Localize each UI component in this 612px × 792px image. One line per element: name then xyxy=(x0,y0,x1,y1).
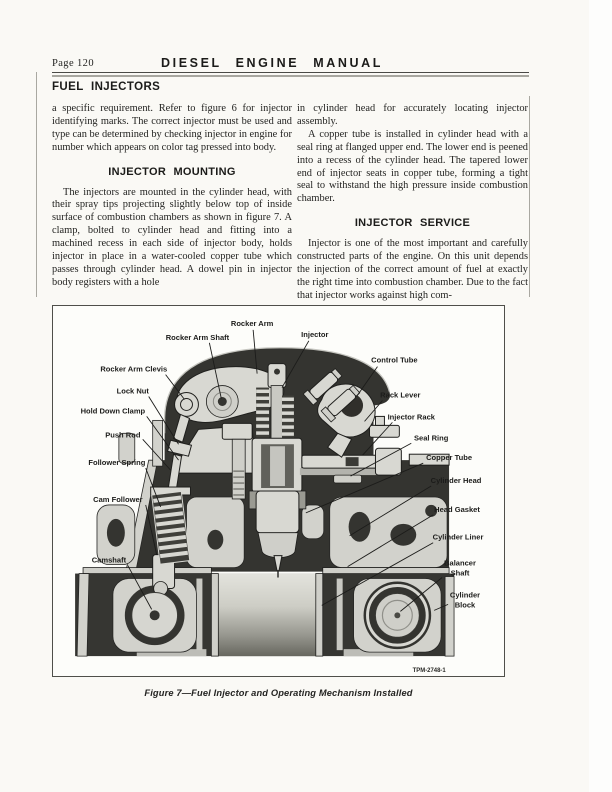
head-gasket-strip xyxy=(83,568,211,574)
header-rule xyxy=(52,72,529,78)
heading-injector-mounting: INJECTOR MOUNTING xyxy=(108,165,236,178)
left-column xyxy=(52,103,292,290)
label-rocker-arm: Rocker Arm xyxy=(230,318,274,328)
scan-artifact-line-right xyxy=(529,96,530,297)
label-injector-rack: Injector Rack xyxy=(387,412,435,422)
cylinder-liner-wall xyxy=(211,574,218,657)
cylinder-bore xyxy=(218,574,315,657)
injector-follower-shape xyxy=(271,386,283,441)
label-seal-ring: Seal Ring xyxy=(413,433,449,443)
seal-ring-shape xyxy=(334,475,362,483)
label-balancer-shaft-line1: Balancer xyxy=(444,558,476,568)
figure-7-diagram xyxy=(52,305,505,677)
label-camshaft: Camshaft xyxy=(91,555,127,565)
manual-title: DIESEL ENGINE MANUAL xyxy=(161,56,383,70)
label-cylinder-head: Cylinder Head xyxy=(430,476,482,486)
label-head-gasket: Head Gasket xyxy=(434,504,480,514)
scan-artifact-line-left xyxy=(36,72,37,297)
right-column xyxy=(297,103,528,303)
scanned-page-edge xyxy=(589,0,612,792)
label-lock-nut: Lock Nut xyxy=(116,386,149,396)
paragraph-copper-tube: A copper tube is installed in cylinder head with a seal ring at flanged upper end. The lower end is peened into a recess of the cylinder head. The tapered lower end of injector seats in copper tube, forming a tight seal to withstand the high pressure inside combustion chamber. xyxy=(297,128,528,205)
label-rocker-arm-shaft: Rocker Arm Shaft xyxy=(165,332,230,342)
paragraph-identifying-marks: a specific requirement. Refer to figure 6 for injector identifying marks. The correct injector must be used and type can be determined by checking injector in engine for number which appears on color tag pressed into body. xyxy=(52,103,292,153)
figure-caption: Figure 7—Fuel Injector and Operating Mechanism Installed xyxy=(144,688,413,698)
label-cylinder-block-line1: Cylinder xyxy=(449,590,481,600)
engine-cross-section-illustration xyxy=(53,306,504,676)
rocker-arm-clevis-shape xyxy=(175,393,199,417)
label-push-rod: Push Rod xyxy=(105,430,141,440)
label-cam-follower: Cam Follower xyxy=(93,494,143,504)
label-control-tube: Control Tube xyxy=(371,355,418,365)
label-hold-down-clamp: Hold Down Clamp xyxy=(80,406,146,416)
injector-nut-shape xyxy=(258,533,298,558)
paragraph-locating-injector: in cylinder head for accurately locating injector assembly. xyxy=(297,103,528,127)
label-injector: Injector xyxy=(301,329,329,339)
label-follower-spring: Follower Spring xyxy=(88,458,146,468)
paragraph-injector-service: Injector is one of the most important and carefully constructed parts of the engine. On this unit depends the injection of the correct amount of fuel at exactly the right time into combustion chamber. Due to the fact that injector works against high com- xyxy=(297,238,528,301)
label-balancer-shaft-line2: Shaft xyxy=(450,568,470,578)
label-copper-tube: Copper Tube xyxy=(426,453,473,463)
paragraph-injector-mounting: The injectors are mounted in the cylinder head, with their spray tips projecting slightly below top of inside surface of combustion chambers as shown in figure 7. A clamp, bolted to cylinder head and fitting into a machined recess in each side of injector body, holds injector in place in a water-cooled copper tube which passes through cylinder head. A dowel pin in injector body registers with a hole xyxy=(52,186,292,288)
label-rack-lever: Rack Lever xyxy=(380,390,421,400)
label-cylinder-liner: Cylinder Liner xyxy=(432,532,484,542)
section-title: FUEL INJECTORS xyxy=(52,81,161,93)
label-rocker-arm-clevis: Rocker Arm Clevis xyxy=(100,364,168,374)
figure-code: TPM-2748-1 xyxy=(412,668,446,675)
page-number: Page 120 xyxy=(52,58,94,69)
heading-injector-service: INJECTOR SERVICE xyxy=(354,217,471,230)
label-cylinder-block-line2: Block xyxy=(454,600,476,610)
